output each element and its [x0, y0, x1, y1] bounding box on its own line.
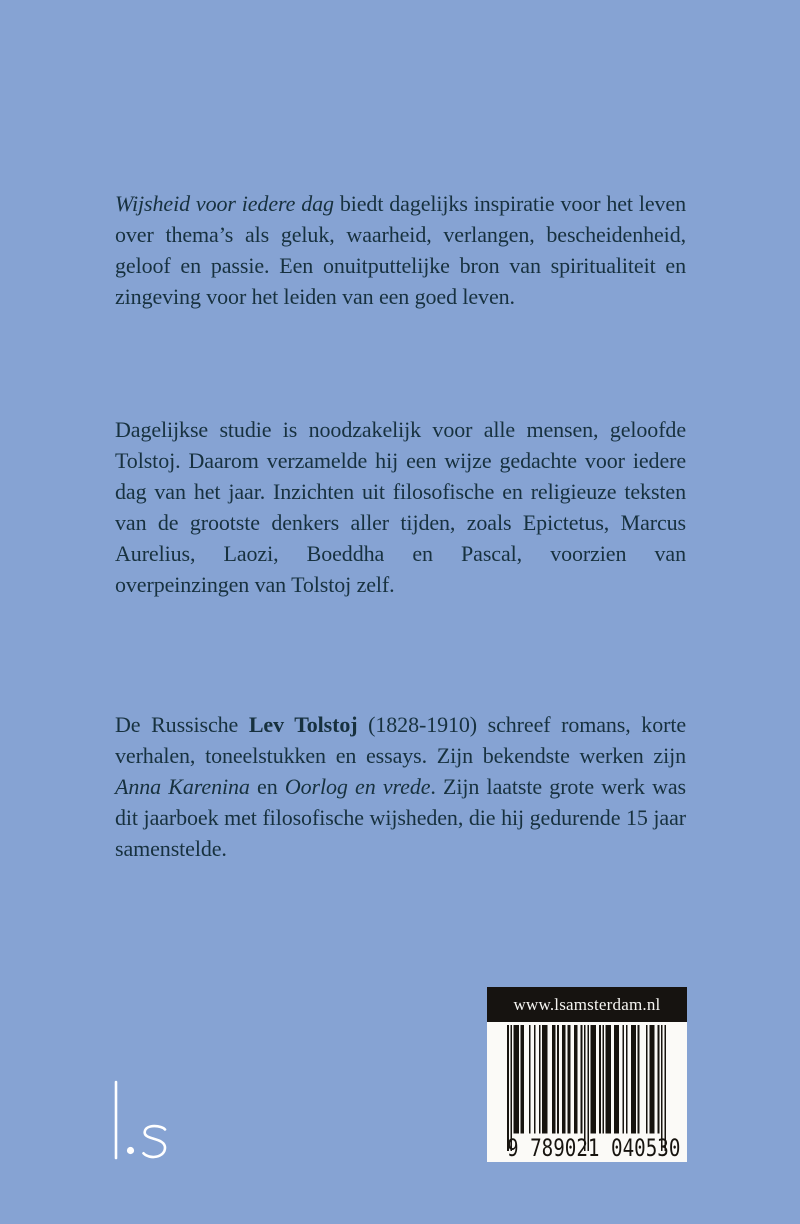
barcode-svg — [507, 1025, 666, 1151]
paragraph-1: Wijsheid voor iedere dag biedt dagelijks inspiratie voor het leven over thema’s als geluk, waarheid, verlangen, bescheidenheid, geloof en passie. Een onuitputtelijke bron van spiritualiteit en zingeving voor het leiden van een goed leven. — [115, 191, 686, 309]
paragraph-2: Dagelijkse studie is noodzakelijk voor alle mensen, geloofde Tolstoj. Daarom verzamelde hij een wijze gedachte voor iedere dag van het jaar. Inzichten uit filosofische en religieuze teksten van de grootste denkers aller tijden, zoals Epictetus, Marcus Aurelius, Laozi, Boeddha en Pascal, voorzien van overpeinzingen van Tolstoj zelf. — [115, 417, 686, 597]
isbn-number: 9 789021 040530 — [507, 1134, 681, 1162]
publisher-logo — [112, 1080, 172, 1162]
logo-s — [144, 1126, 166, 1157]
barcode — [507, 1025, 666, 1151]
publisher-website-banner — [487, 987, 687, 1022]
logo-dot — [127, 1147, 134, 1154]
paragraph-3: De Russische Lev Tolstoj (1828-1910) schreef romans, korte verhalen, toneelstukken en essays. Zijn bekendste werken zijn Anna Karenina en Oorlog en vrede. Zijn laatste grote werk was dit jaarboek met filosofische wijsheden, die hij gedurende 15 jaar samenstelde. — [115, 712, 687, 861]
publisher-website-url: www.lsamsterdam.nl — [513, 994, 661, 1014]
barcode-block — [487, 987, 687, 1162]
